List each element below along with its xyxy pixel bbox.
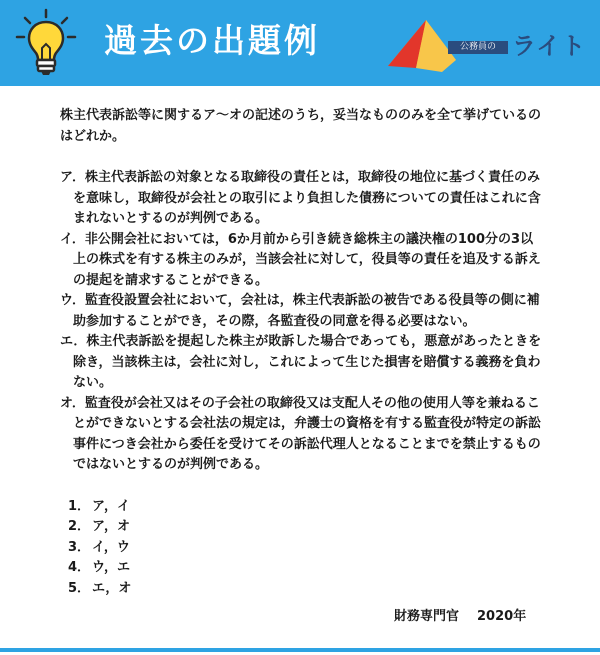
choice-text: ウ，エ bbox=[92, 560, 130, 575]
logo-small-text: 公務員の bbox=[448, 41, 508, 54]
choice-number: 2． bbox=[68, 519, 91, 534]
statement-text: 株主代表訴訟の対象となる取締役の責任とは，取締役の地位に基づく責任のみを意味し，取締役が会社との取引により負担した債務についての責任はこれに含まれないとするのが判例である。 bbox=[73, 170, 541, 226]
choice-text: エ，オ bbox=[92, 580, 132, 596]
statement-label: ア． bbox=[60, 170, 85, 185]
answer-choices bbox=[60, 497, 542, 600]
statement-text: 監査役が会社又はその子会社の取締役又は支配人その他の使用人等を兼ねることができないとする会社法の規定は，弁護士の資格を有する監査役が特定の訴訟事件につき会社から委任を受けてその訴訟代理人となることまでを禁止するものではないとするのが判例である。 bbox=[73, 395, 542, 472]
choice-4 bbox=[60, 558, 542, 579]
footer-divider bbox=[0, 648, 600, 652]
statement-u bbox=[60, 291, 542, 332]
choice-number: 5． bbox=[68, 580, 91, 596]
statement-label: イ． bbox=[60, 231, 85, 247]
choice-text: ア，オ bbox=[92, 519, 130, 534]
choice-3 bbox=[60, 538, 542, 559]
choice-1 bbox=[60, 497, 542, 518]
brand-logo bbox=[386, 10, 590, 72]
statement-label: オ． bbox=[60, 395, 85, 411]
choice-number: 4． bbox=[68, 560, 91, 575]
exam-source bbox=[394, 605, 526, 624]
statement-label: エ． bbox=[60, 334, 87, 349]
header-banner bbox=[0, 0, 600, 86]
choice-text: ア，イ bbox=[92, 498, 130, 514]
choice-number: 1． bbox=[68, 498, 91, 514]
choice-5 bbox=[60, 579, 542, 600]
exam-year: 2020年 bbox=[477, 609, 527, 624]
page-title: 過去の出題例 bbox=[104, 21, 320, 60]
lightbulb-icon bbox=[14, 8, 78, 78]
statement-o bbox=[60, 394, 542, 476]
logo-main-text: ライト bbox=[512, 32, 587, 60]
statement-e bbox=[60, 332, 542, 394]
choice-2 bbox=[60, 517, 542, 538]
question-body bbox=[60, 106, 542, 599]
question-stem: 株主代表訴訟等に関するア～オの記述のうち，妥当なもののみを全て挙げているのはどれか。 bbox=[60, 108, 542, 144]
statement-i bbox=[60, 230, 542, 292]
statement-label: ウ． bbox=[60, 293, 85, 308]
exam-name: 財務専門官 bbox=[394, 609, 460, 624]
statement-text: 非公開会社においては，6か月前から引き続き総株主の議決権の100分の3以上の株式を有する株主のみが，当該会社に対して，役員等の責任を追及する訴えの提起を請求することができる。 bbox=[73, 231, 541, 288]
choice-text: イ，ウ bbox=[92, 539, 130, 555]
logo-mark-icon bbox=[386, 16, 456, 74]
choice-number: 3． bbox=[68, 539, 91, 555]
statement-text: 監査役設置会社において，会社は，株主代表訴訟の被告である役員等の側に補助参加することができ，その際，各監査役の同意を得る必要はない。 bbox=[73, 293, 540, 329]
statement-a bbox=[60, 168, 542, 230]
statement-text: 株主代表訴訟を提起した株主が敗訴した場合であっても，悪意があったときを除き，当該株主は，会社に対し，これによって生じた損害を賠償する義務を負わない。 bbox=[73, 334, 542, 390]
